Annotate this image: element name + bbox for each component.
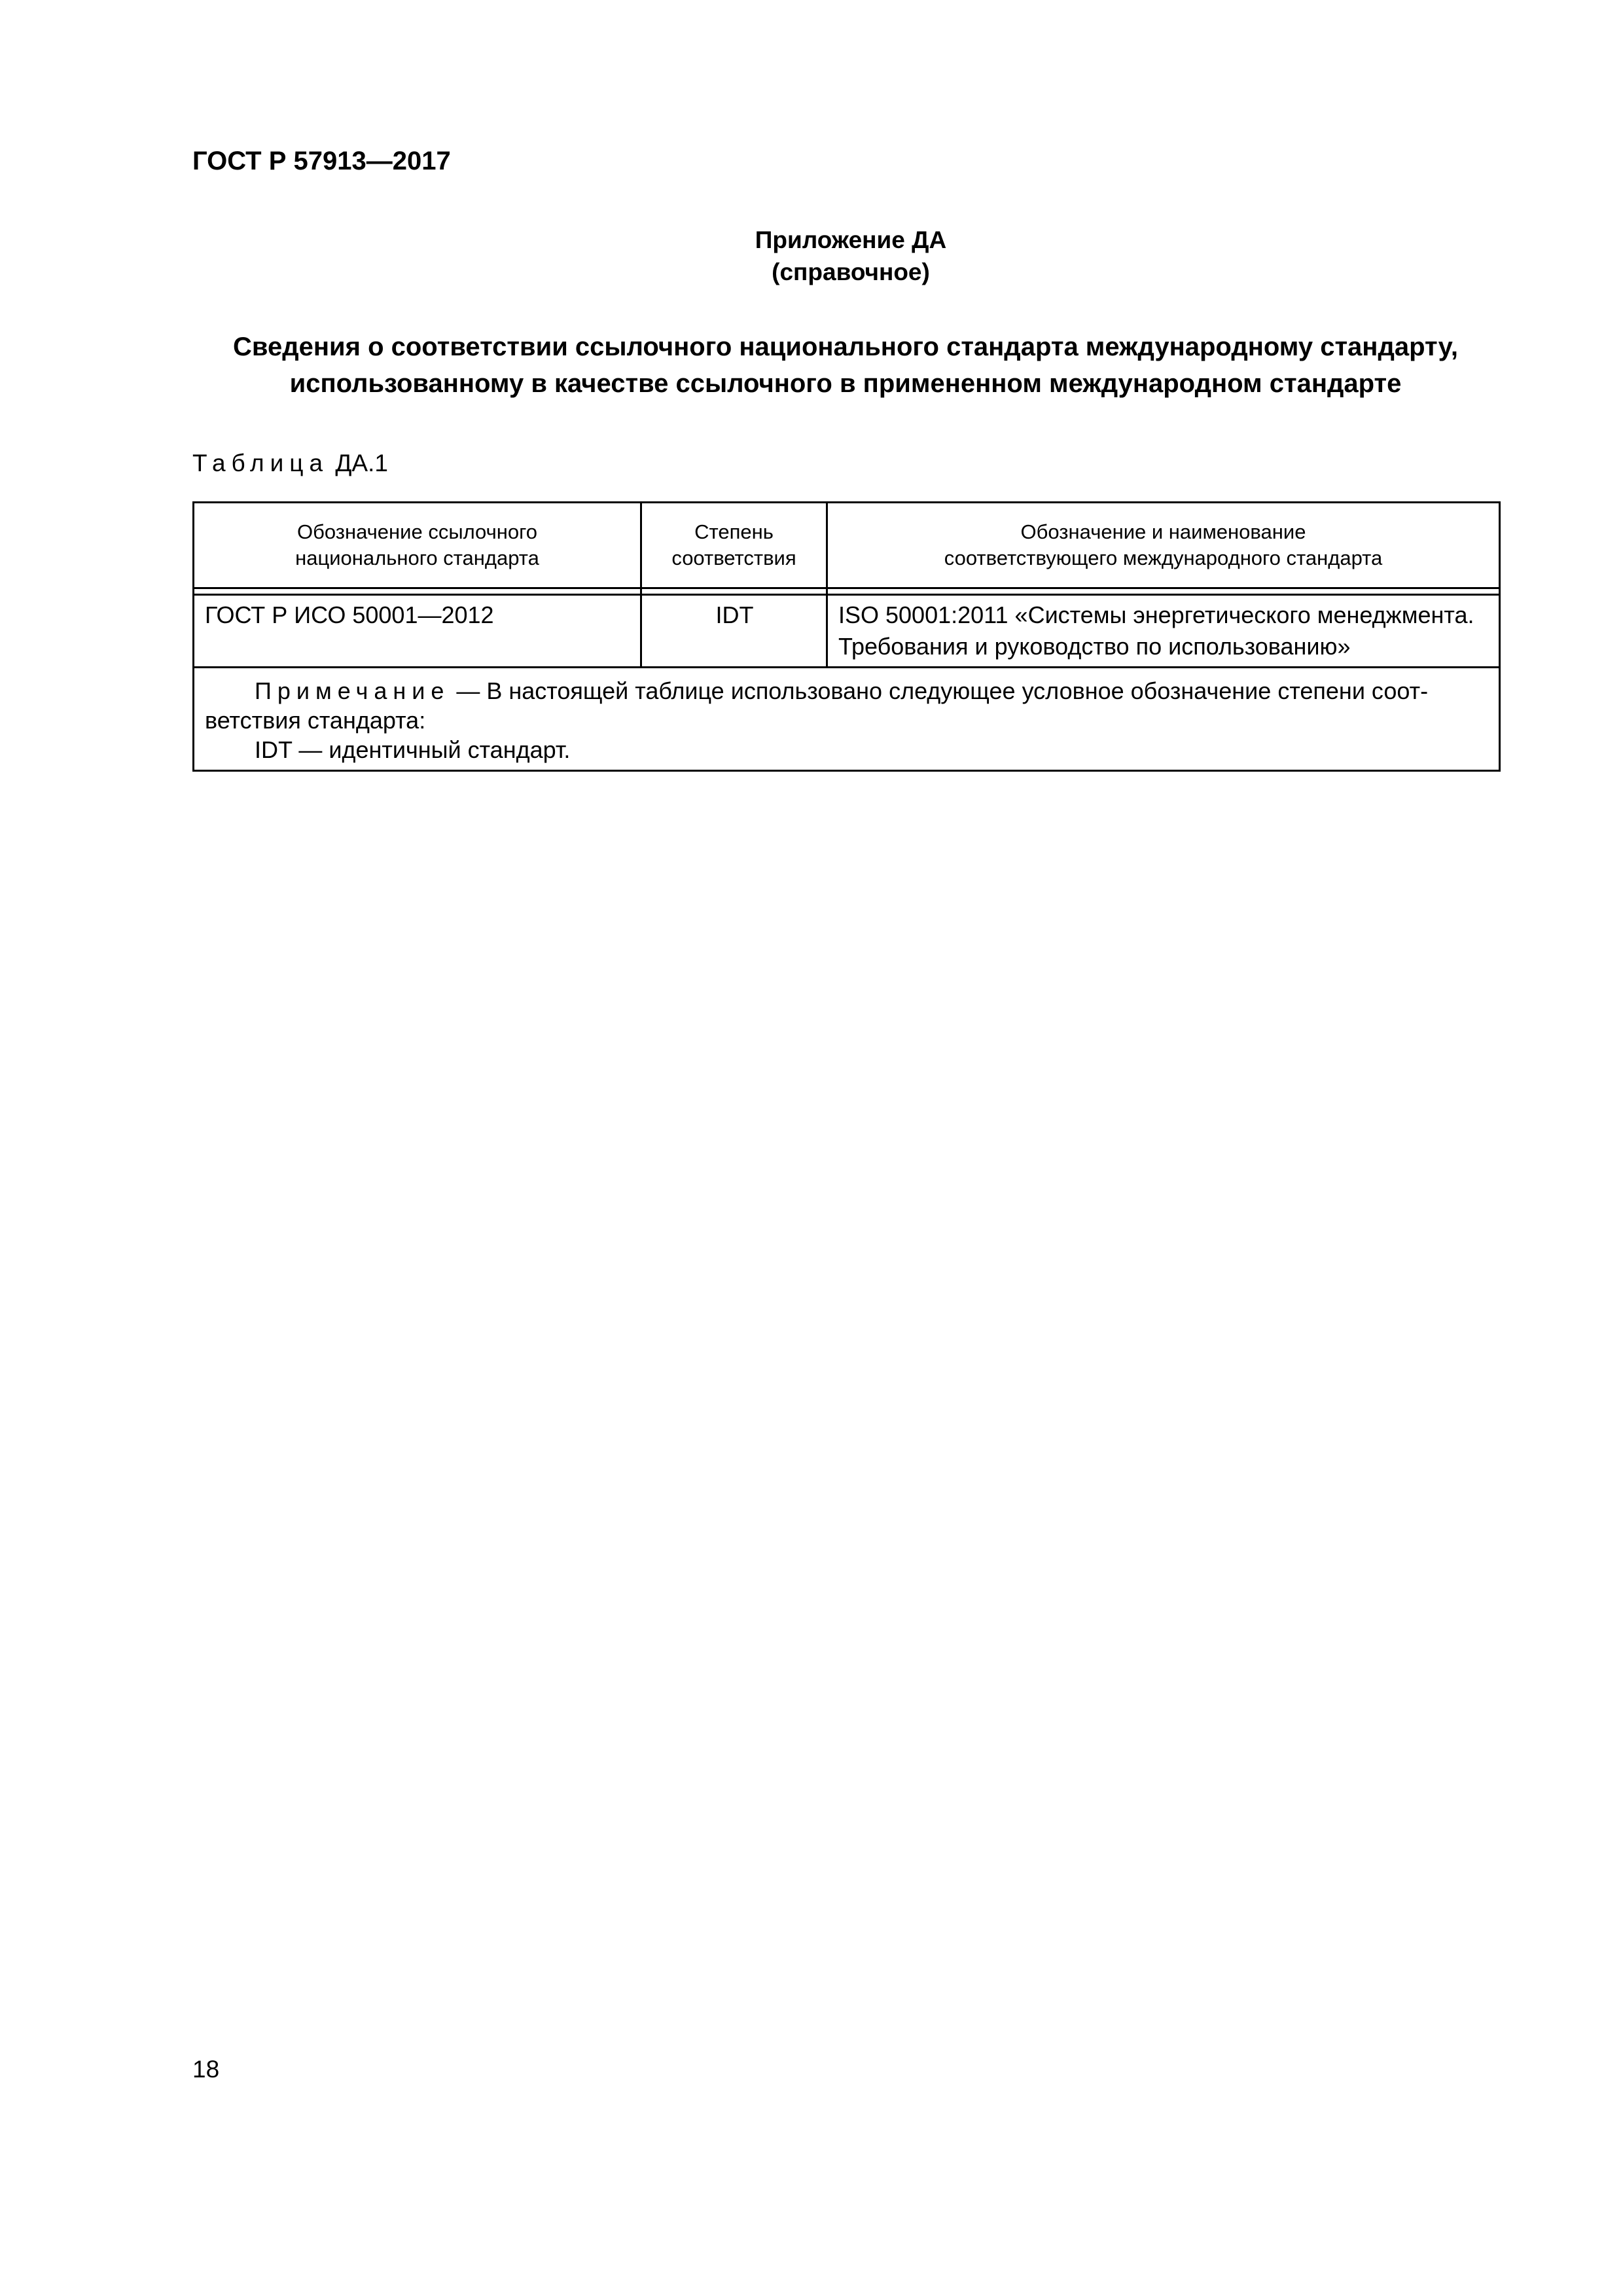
note-text-line-2: ветствия стандарта: [205,707,426,734]
note-label: Примечание [255,677,450,704]
standards-correspondence-table [192,501,1501,772]
table-row [194,595,1500,668]
column-header-national: Обозначение ссылочного национального стандарта [194,503,641,588]
annex-heading [39,224,1623,288]
table-caption-word: Таблица [192,450,329,476]
section-title [192,329,1499,402]
section-title-line-1: Сведения о соответствии ссылочного национального стандарта международному стандарту, [233,332,1458,361]
table-caption [192,449,388,478]
table-note [194,668,1500,771]
table-note-row [194,668,1500,771]
column-header-international: Обозначение и наименование соответствующего международного стандарта [827,503,1500,588]
cell-international-standard: ISO 50001:2011 «Системы энергетического менеджмента. Требования и руководство по использованию» [827,595,1500,668]
note-text-line-1: — В настоящей таблице использовано следующее условное обозначение степени соот- [450,677,1429,704]
note-text-line-3: IDT — идентичный стандарт. [255,736,571,763]
document-code: ГОСТ Р 57913—2017 [192,147,451,175]
cell-degree: IDT [641,595,827,668]
column-header-degree: Степень соответствия [641,503,827,588]
cell-national-standard: ГОСТ Р ИСО 50001—2012 [194,595,641,668]
table-caption-number: ДА.1 [335,450,388,476]
table-header-row [194,503,1500,588]
annex-type: (справочное) [772,259,930,285]
annex-title: Приложение ДА [755,226,947,253]
page-number: 18 [192,2056,220,2083]
section-title-line-2: использованному в качестве ссылочного в примененном международном стандарте [289,369,1402,398]
header-double-rule [194,588,1500,595]
